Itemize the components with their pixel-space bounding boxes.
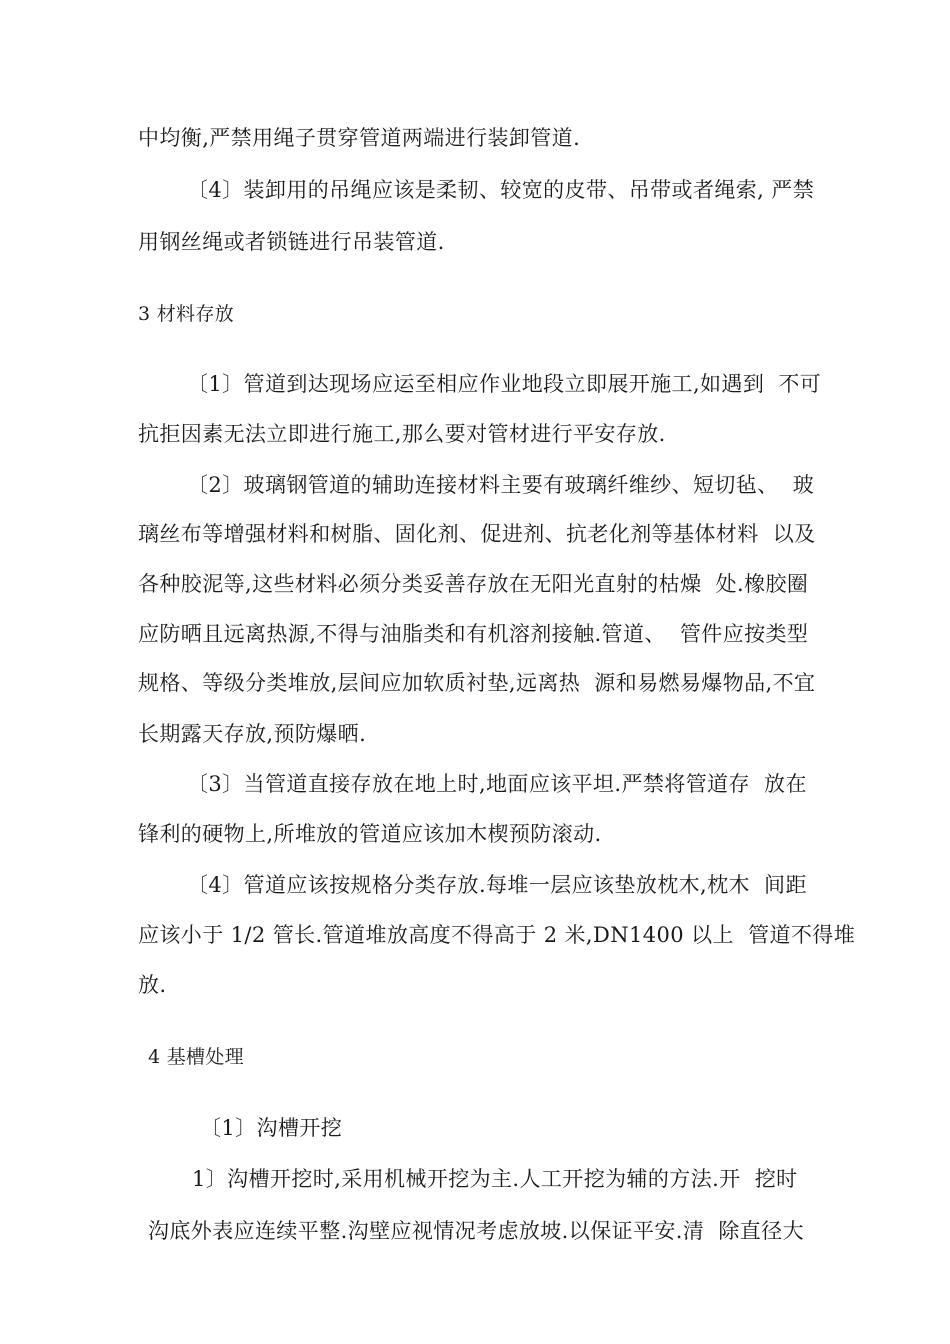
paragraph-line: 应防晒且远离热源,不得与油脂类和有机溶剂接触.管道、 管件应按类型: [138, 622, 809, 646]
paragraph-line: 长期露天存放,预防爆晒.: [138, 722, 367, 746]
paragraph-line: 〔4〕装卸用的吊绳应该是柔韧、较宽的皮带、吊带或者绳索, 严禁: [187, 178, 815, 202]
paragraph-line: 中均衡,严禁用绳子贯穿管道两端进行装卸管道.: [138, 126, 581, 150]
paragraph-line: 〔2〕玻璃钢管道的辅助连接材料主要有玻璃纤维纱、短切毡、 玻: [187, 473, 815, 497]
paragraph-line: 抗拒因素无法立即进行施工,那么要对管材进行平安存放.: [138, 422, 666, 446]
paragraph-line: 璃丝布等增强材料和树脂、固化剂、促进剂、抗老化剂等基体材料 以及: [138, 522, 816, 546]
paragraph-line: 用钢丝绳或者锁链进行吊装管道.: [138, 230, 445, 254]
paragraph-line: 规格、等级分类堆放,层间应加软质衬垫,远离热 源和易燃易爆物品,不宜: [138, 671, 816, 695]
subsection-heading: 〔1〕沟槽开挖: [200, 1116, 343, 1140]
section-heading: 3 材料存放: [138, 303, 234, 325]
paragraph-line: 锋利的硬物上,所堆放的管道应该加木楔预防滚动.: [138, 822, 602, 846]
paragraph-line: 1〕沟槽开挖时,采用机械开挖为主.人工开挖为辅的方法.开 挖时: [192, 1167, 798, 1191]
paragraph-line: 放.: [138, 973, 167, 997]
section-heading: 4 基槽处理: [148, 1046, 244, 1068]
paragraph-line: 各种胶泥等,这些材料必须分类妥善存放在无阳光直射的枯燥 处.橡胶圈: [138, 572, 809, 596]
paragraph-line: 〔1〕管道到达现场应运至相应作业地段立即展开施工,如遇到 不可: [187, 372, 822, 396]
paragraph-line: 应该小于 1/2 管长.管道堆放高度不得高于 2 米,DN1400 以上 管道不得堆: [138, 923, 856, 947]
paragraph-line: 〔3〕当管道直接存放在地上时,地面应该平坦.严禁将管道存 放在: [187, 772, 807, 796]
paragraph-line: 〔4〕管道应该按规格分类存放.每堆一层应该垫放枕木,枕木 间距: [187, 873, 807, 897]
paragraph-line: 沟底外表应连续平整.沟壁应视情况考虑放坡.以保证平安.清 除直径大: [148, 1219, 804, 1243]
